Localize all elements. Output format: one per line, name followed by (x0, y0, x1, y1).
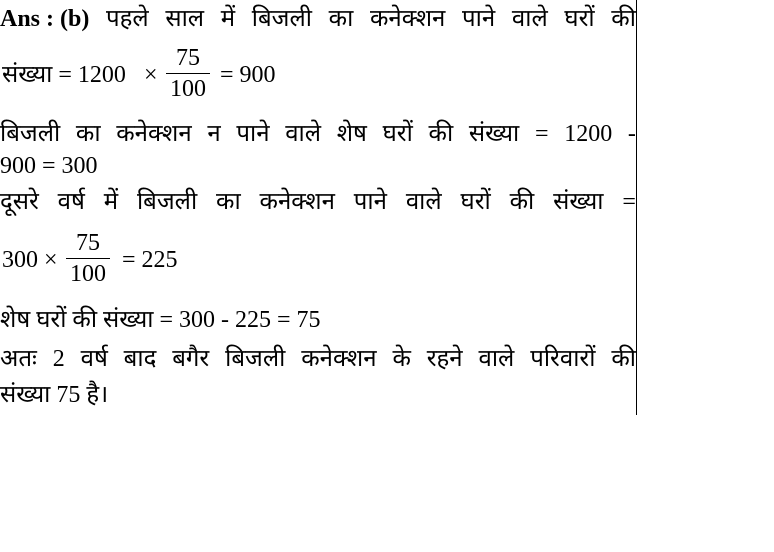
word: शेष (336, 121, 367, 147)
word: दूसरे (0, 189, 39, 215)
word: बिजली (225, 346, 286, 372)
word: = (534, 121, 549, 147)
word: साल (165, 6, 205, 32)
word: = (622, 189, 636, 215)
word: अतः (0, 346, 37, 372)
fraction-bar (166, 73, 210, 74)
word: पाने (462, 6, 496, 32)
word: बिजली (251, 6, 312, 32)
word: पहले (106, 6, 149, 32)
word: 1200 (564, 121, 613, 147)
word: कनेक्शन (369, 6, 446, 32)
word: न (207, 121, 221, 147)
solution-line-3 (0, 119, 636, 149)
word: की (611, 6, 636, 32)
word: कनेक्शन (116, 121, 192, 147)
word: में (103, 189, 119, 215)
word: घरों (460, 189, 491, 215)
solution-line-7: शेष घरों की संख्या = 300 - 225 = 75 (0, 307, 321, 333)
word: बाद (123, 346, 157, 372)
times-sign: × (44, 247, 58, 273)
fraction-numerator: 75 (176, 45, 200, 71)
word: बिजली (136, 189, 198, 215)
word: की (611, 346, 636, 372)
word: पाने (236, 121, 270, 147)
word: घरों (564, 6, 595, 32)
equation-lhs: संख्या = 1200 (2, 62, 126, 88)
word: के (392, 346, 411, 372)
solution-line-1 (0, 4, 636, 34)
word: कनेक्शन (259, 189, 335, 215)
fraction-numerator: 75 (76, 230, 100, 256)
word: घरों (382, 121, 413, 147)
word: पाने (353, 189, 387, 215)
fraction-bar (66, 258, 110, 259)
word: संख्या (553, 189, 604, 215)
solution-line-5 (0, 187, 636, 217)
right-border-line (636, 0, 637, 415)
word: वाले (405, 189, 442, 215)
times-sign: × (144, 62, 158, 88)
fraction (166, 44, 210, 103)
word: बगैर (172, 346, 210, 372)
word: संख्या (468, 121, 520, 147)
solution-line-4: 900 = 300 (0, 153, 98, 179)
word: वाले (511, 6, 548, 32)
word: वाले (285, 121, 322, 147)
word: रहने (426, 346, 463, 372)
fraction-denominator: 100 (70, 261, 106, 287)
solution-line-9: संख्या 75 है। (0, 382, 109, 408)
equation-rhs: = 900 (220, 62, 276, 88)
word: परिवारों (530, 346, 596, 372)
word: कनेक्शन (301, 346, 377, 372)
word: की (509, 189, 535, 215)
fraction-denominator: 100 (170, 76, 206, 102)
equation-rhs: = 225 (122, 247, 178, 273)
word: का (216, 189, 241, 215)
word: 2 (52, 346, 65, 372)
word: का (75, 121, 101, 147)
word: वर्ष (80, 346, 108, 372)
word: वर्ष (57, 189, 85, 215)
solution-line-8 (0, 344, 636, 374)
word: में (220, 6, 236, 32)
word: की (428, 121, 454, 147)
equation-lhs: 300 (2, 247, 38, 273)
word: बिजली (0, 121, 61, 147)
word: - (627, 121, 636, 147)
word: वाले (478, 346, 515, 372)
answer-label: Ans : (b) (0, 6, 90, 32)
fraction (66, 229, 110, 288)
word: का (328, 6, 354, 32)
